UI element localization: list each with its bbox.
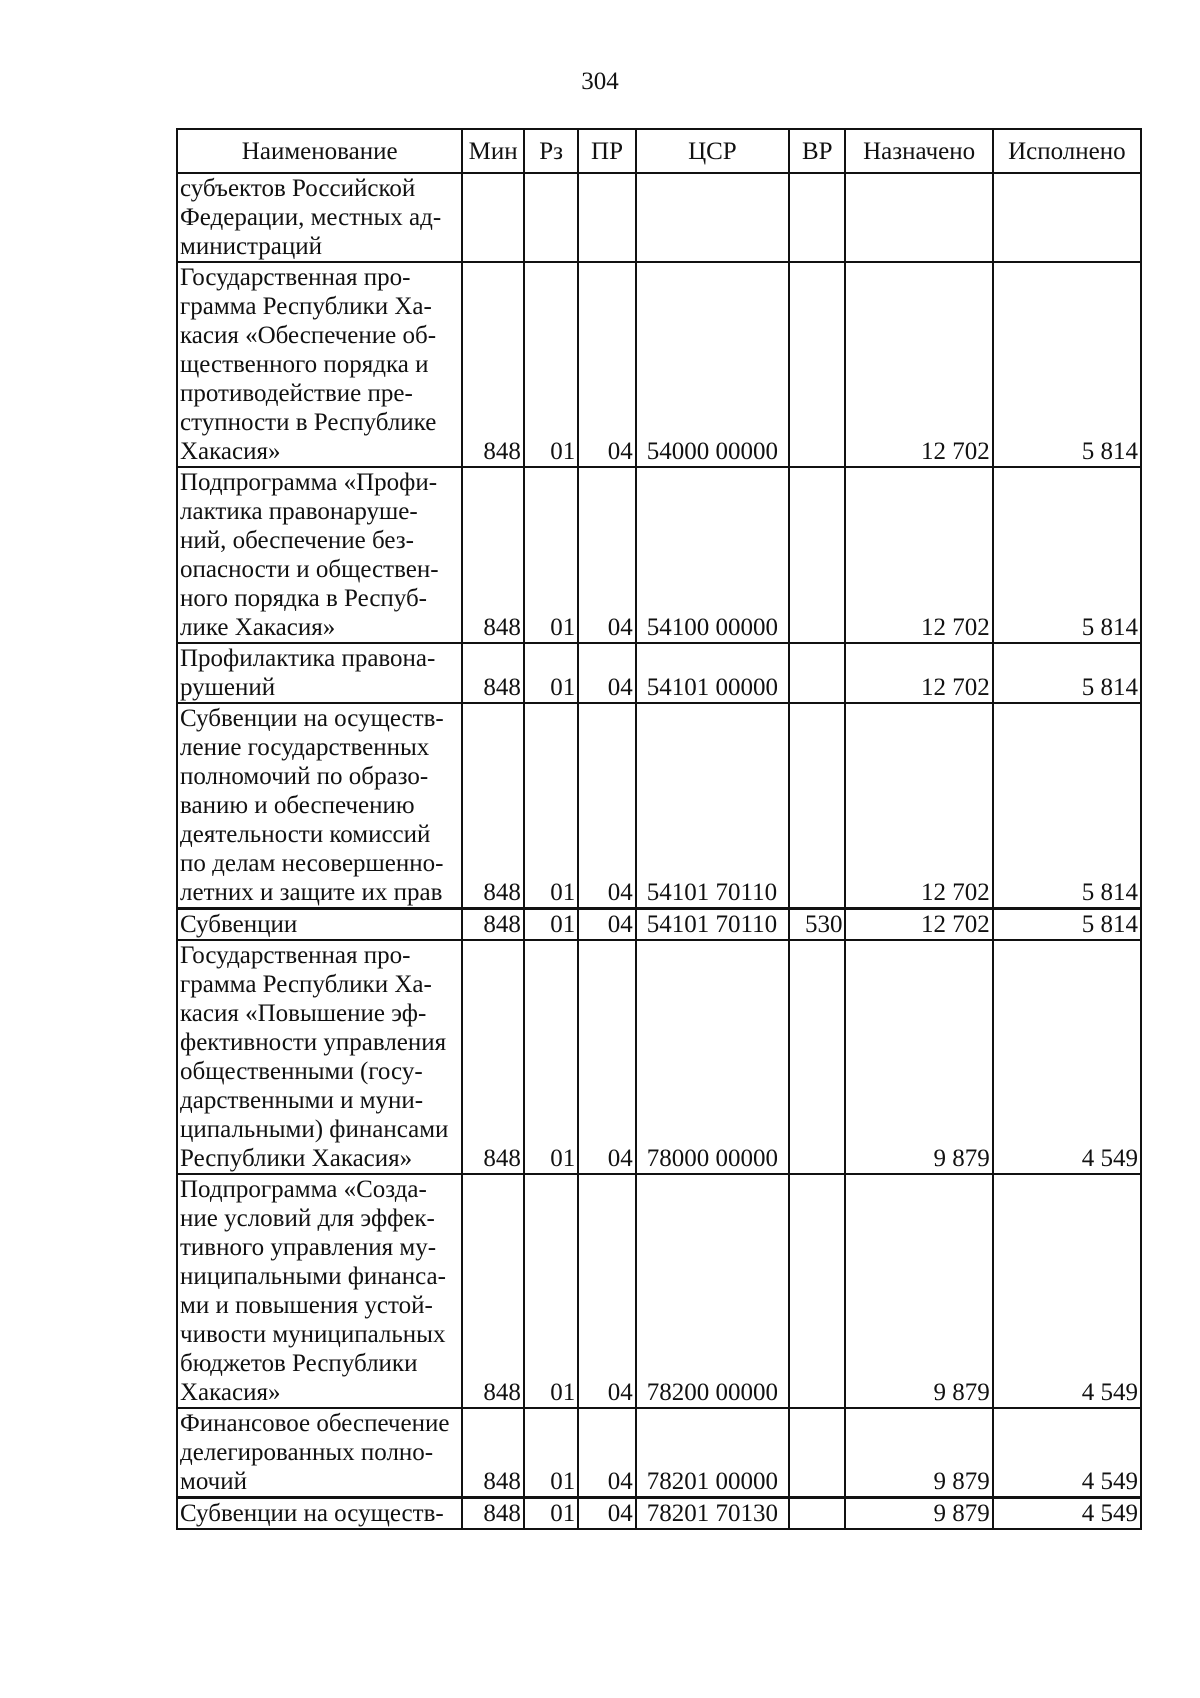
cell-csr: 78201 00000 — [636, 1408, 789, 1498]
cell-csr: 54101 70110 — [636, 703, 789, 909]
cell-vr — [789, 940, 845, 1174]
cell-min: 848 — [462, 467, 524, 643]
cell-ispolneno — [993, 173, 1141, 262]
cell-csr: 78201 70130 — [636, 1498, 789, 1530]
table-row — [177, 909, 1141, 941]
header-csr: ЦСР — [636, 129, 789, 173]
cell-rz: 01 — [524, 703, 578, 909]
cell-vr — [789, 1174, 845, 1408]
cell-naznacheno — [845, 173, 992, 262]
header-rz: Рз — [524, 129, 578, 173]
cell-vr — [789, 173, 845, 262]
cell-min: 848 — [462, 1498, 524, 1530]
cell-pr: 04 — [578, 467, 635, 643]
table-row — [177, 467, 1141, 643]
cell-pr — [578, 173, 635, 262]
cell-csr: 78200 00000 — [636, 1174, 789, 1408]
cell-rz — [524, 173, 578, 262]
cell-naznacheno: 9 879 — [845, 1408, 992, 1498]
cell-csr: 54101 00000 — [636, 643, 789, 703]
cell-min: 848 — [462, 703, 524, 909]
cell-vr: 530 — [789, 909, 845, 941]
cell-name: Субвенции на осуществ- ление государственных полномочий по образо- ванию и обеспечению деятельности комиссий по делам несовершенно- летних и защите их прав — [177, 703, 462, 909]
cell-pr: 04 — [578, 643, 635, 703]
cell-csr: 54101 70110 — [636, 909, 789, 941]
cell-naznacheno: 12 702 — [845, 909, 992, 941]
cell-naznacheno: 9 879 — [845, 940, 992, 1174]
cell-min: 848 — [462, 909, 524, 941]
cell-rz: 01 — [524, 940, 578, 1174]
cell-name: Финансовое обеспечение делегированных полно- мочий — [177, 1408, 462, 1498]
header-ispolneno: Исполнено — [993, 129, 1141, 173]
cell-ispolneno: 5 814 — [993, 909, 1141, 941]
cell-name: Государственная про- грамма Республики Ха- касия «Повышение эф- фективности управления общественными (госу- дарственными и муни- ципальными) финансами Республики Хакасия» — [177, 940, 462, 1174]
cell-min: 848 — [462, 940, 524, 1174]
cell-csr: 78000 00000 — [636, 940, 789, 1174]
table-row — [177, 173, 1141, 262]
cell-ispolneno: 4 549 — [993, 1174, 1141, 1408]
cell-vr — [789, 467, 845, 643]
cell-ispolneno: 4 549 — [993, 940, 1141, 1174]
cell-ispolneno: 5 814 — [993, 643, 1141, 703]
cell-rz: 01 — [524, 467, 578, 643]
cell-min: 848 — [462, 1408, 524, 1498]
cell-csr: 54100 00000 — [636, 467, 789, 643]
cell-vr — [789, 643, 845, 703]
cell-min: 848 — [462, 643, 524, 703]
cell-naznacheno: 9 879 — [845, 1498, 992, 1530]
table-row — [177, 940, 1141, 1174]
header-vr: ВР — [789, 129, 845, 173]
header-naznacheno: Назначено — [845, 129, 992, 173]
header-name: Наименование — [177, 129, 462, 173]
cell-naznacheno: 12 702 — [845, 467, 992, 643]
header-pr: ПР — [578, 129, 635, 173]
page-number: 304 — [581, 68, 619, 95]
cell-pr: 04 — [578, 940, 635, 1174]
cell-rz: 01 — [524, 1174, 578, 1408]
table-header-row — [177, 129, 1141, 173]
cell-name: Профилактика правона- рушений — [177, 643, 462, 703]
cell-min: 848 — [462, 1174, 524, 1408]
cell-name: субъектов Российской Федерации, местных ад- министраций — [177, 173, 462, 262]
cell-name: Подпрограмма «Профи- лактика правонаруше- ний, обеспечение без- опасности и обществен- ного порядка в Респуб- лике Хакасия» — [177, 467, 462, 643]
cell-ispolneno: 4 549 — [993, 1408, 1141, 1498]
cell-rz: 01 — [524, 262, 578, 467]
table-row — [177, 1498, 1141, 1530]
cell-min — [462, 173, 524, 262]
table-row — [177, 703, 1141, 909]
cell-ispolneno: 5 814 — [993, 703, 1141, 909]
cell-rz: 01 — [524, 909, 578, 941]
table-body — [177, 173, 1141, 1529]
cell-name: Подпрограмма «Созда- ние условий для эффек- тивного управления му- ниципальными финанса- ми и повышения устой- чивости муниципальных бюджетов Республики Хакасия» — [177, 1174, 462, 1408]
cell-ispolneno: 5 814 — [993, 467, 1141, 643]
cell-vr — [789, 703, 845, 909]
cell-vr — [789, 1498, 845, 1530]
cell-rz: 01 — [524, 643, 578, 703]
table-row — [177, 262, 1141, 467]
table-row — [177, 643, 1141, 703]
cell-naznacheno: 12 702 — [845, 262, 992, 467]
cell-pr: 04 — [578, 1408, 635, 1498]
cell-naznacheno: 9 879 — [845, 1174, 992, 1408]
cell-rz: 01 — [524, 1408, 578, 1498]
cell-naznacheno: 12 702 — [845, 703, 992, 909]
budget-table — [176, 128, 1142, 1530]
cell-name: Государственная про- грамма Республики Ха- касия «Обеспечение об- щественного порядка и противодействие пре- ступности в Республике Хакасия» — [177, 262, 462, 467]
cell-pr: 04 — [578, 262, 635, 467]
table-row — [177, 1408, 1141, 1498]
header-min: Мин — [462, 129, 524, 173]
cell-pr: 04 — [578, 1174, 635, 1408]
cell-ispolneno: 5 814 — [993, 262, 1141, 467]
cell-rz: 01 — [524, 1498, 578, 1530]
cell-csr — [636, 173, 789, 262]
table-row — [177, 1174, 1141, 1408]
cell-name: Субвенции на осуществ- — [177, 1498, 462, 1530]
cell-csr: 54000 00000 — [636, 262, 789, 467]
cell-min: 848 — [462, 262, 524, 467]
cell-vr — [789, 1408, 845, 1498]
cell-pr: 04 — [578, 703, 635, 909]
cell-naznacheno: 12 702 — [845, 643, 992, 703]
cell-vr — [789, 262, 845, 467]
cell-ispolneno: 4 549 — [993, 1498, 1141, 1530]
cell-pr: 04 — [578, 1498, 635, 1530]
cell-name: Субвенции — [177, 909, 462, 941]
cell-pr: 04 — [578, 909, 635, 941]
